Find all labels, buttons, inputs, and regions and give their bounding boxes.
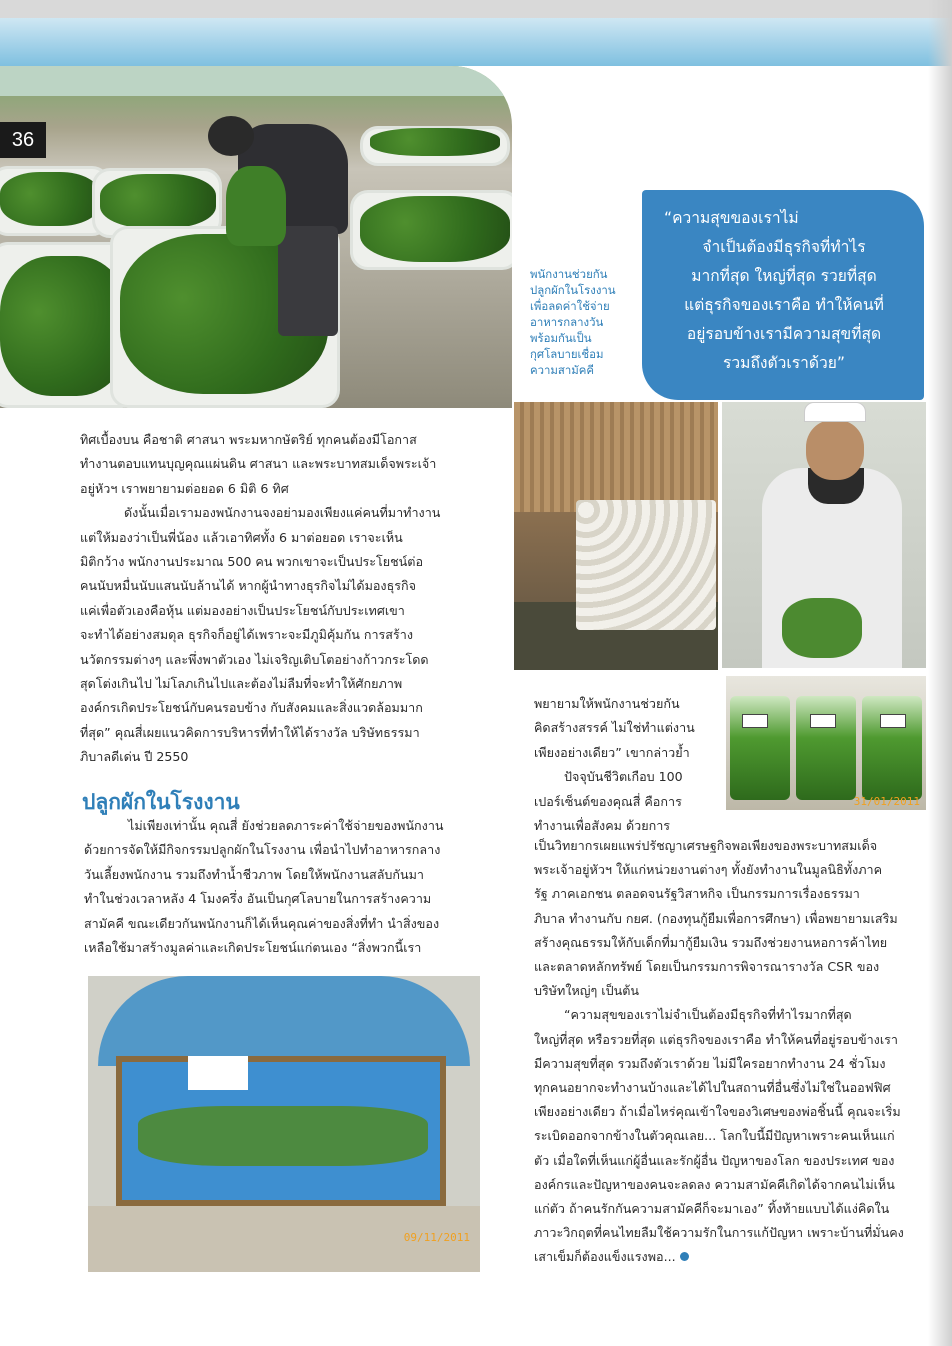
caption-line: เพื่อลดค่าใช้จ่าย bbox=[530, 299, 610, 313]
section-heading: ปลูกผักในโรงงาน bbox=[82, 790, 240, 814]
body-line: ตัว เมื่อใดที่เห็นแก่ผู้อื่นและรักผู้อื่น ปัญหาของโลก ของประเทศ ของ bbox=[534, 1152, 895, 1168]
body-column-left bbox=[80, 428, 476, 770]
body-line: นวัตกรรมต่างๆ และพึ่งพาตัวเอง ไม่เจริญเติบโตอย่างก้าวกระโดด bbox=[80, 651, 429, 667]
photo-mushroom-storage bbox=[514, 402, 718, 670]
photo-greens bbox=[0, 256, 128, 396]
body-line: ทุกคนอยากจะทำงานบ้างและได้ไปในสถานที่อื่นซึ่งไม่ใช่ในออฟฟิศ bbox=[534, 1080, 891, 1096]
pull-quote-line: แต่ธุรกิจของเราคือ ทำให้คนที่ bbox=[684, 296, 884, 314]
photo-vegetable-tubs bbox=[0, 66, 512, 408]
pull-quote-line: “ความสุขของเราไม่ bbox=[664, 209, 799, 227]
body-line: คิดสร้างสรรค์ ไม่ใช่ทำแต่งาน bbox=[534, 720, 695, 736]
photo-greenhouse bbox=[88, 976, 480, 1272]
page-number: 36 bbox=[0, 122, 46, 158]
body-column-left-bottom bbox=[84, 814, 480, 960]
body-line: ดังนั้นเมื่อเรามองพนักงานจงอย่ามองเพียงแค่คนที่มาทำงาน bbox=[124, 505, 441, 521]
end-mark-icon bbox=[680, 1252, 689, 1261]
body-line: ทำในช่วงเวลาหลัง 4 โมงครึ่ง อันเป็นกุศโลบายในการสร้างความ bbox=[84, 891, 432, 907]
body-line: คนนับหมื่นนับแสนนับล้านได้ หากผู้นำทางธุรกิจไม่ได้มองธุรกิจ bbox=[80, 578, 417, 594]
body-line: แต่ให้มองว่าเป็นพี่น้อง แล้วเอาทิศทั้ง 6 มาต่อยอด เราจะเห็น bbox=[80, 529, 403, 545]
body-line: ปัจจุบันชีวิตเกือบ 100 bbox=[564, 769, 683, 785]
body-line: ด้วยการจัดให้มีกิจกรรมปลูกผักในโรงงาน เพื่อนำไปทำอาหารกลาง bbox=[84, 842, 441, 858]
caption-line: ปลูกผักในโรงงาน bbox=[530, 283, 616, 297]
body-line: ภาวะวิกฤตที่คนไทยลืมใช้ความรักในการแก้ปัญหา เพราะบ้านที่มั่นคง bbox=[534, 1225, 904, 1241]
caption-line: ความสามัคคี bbox=[530, 363, 595, 377]
photo-greens bbox=[360, 196, 510, 262]
body-line: องค์กรและปัญหาของคนจะลดลง ความสามัคคีเกิดได้จากคนไม่เห็น bbox=[534, 1176, 895, 1192]
body-line: สุดโต่งเกินไป ไม่โลภเกินไปและต้องไม่ลืมที่จะทำให้ศักยภาพ bbox=[80, 676, 403, 692]
photo-caption bbox=[530, 266, 642, 378]
scan-edge bbox=[0, 0, 952, 18]
pull-quote-line: มากที่สุด ใหญ่ที่สุด รวยที่สุด bbox=[691, 267, 877, 285]
body-line: บริษัทใหญ่ๆ เป็นต้น bbox=[534, 983, 640, 999]
pull-quote-line: รวมถึงตัวเราด้วย” bbox=[723, 354, 845, 372]
photo-bagged-vegetables bbox=[726, 676, 926, 810]
body-line-last bbox=[534, 1245, 928, 1269]
body-line: จะทำได้อย่างสมดุล ธุรกิจก็อยู่ได้เพราะจะมีภูมิคุ้มกัน การสร้าง bbox=[80, 627, 413, 643]
photo-greens bbox=[100, 174, 216, 228]
body-line: พยายามให้พนักงานช่วยกัน bbox=[534, 696, 680, 711]
body-line: แค่เพื่อตัวเองคือหุ้น แต่มองอย่างเป็นประโยชน์กับประเทศเขา bbox=[80, 602, 405, 618]
body-line: มิติกว้าง พนักงานประมาณ 500 คน พวกเขาจะเป็นประโยชน์ต่อ bbox=[80, 554, 424, 570]
top-color-band bbox=[0, 18, 952, 66]
body-line: เป็นวิทยากรเผยแพร่ปรัชญาเศรษฐกิจพอเพียงของพระบาทสมเด็จ bbox=[534, 838, 878, 853]
caption-line: กุศโลบายเชื่อม bbox=[530, 347, 604, 361]
body-line: ทำงานตอบแทนบุญคุณแผ่นดิน ศาสนา และพระบาทสมเด็จพระเจ้า bbox=[80, 456, 437, 472]
body-line: ภิบาลดีเด่น ปี 2550 bbox=[80, 749, 189, 765]
caption-line: พนักงานช่วยกัน bbox=[530, 267, 608, 281]
pull-quote-line: อยู่รอบข้างเรามีความสุขที่สุด bbox=[686, 325, 882, 343]
pull-quote-box bbox=[642, 190, 924, 400]
pull-quote-line: จำเป็นต้องมีธุรกิจที่ทำไร bbox=[702, 238, 866, 256]
page-gutter-shadow bbox=[928, 0, 952, 1346]
body-line: มีความสุขที่สุด รวมถึงตัวเราด้วย ไม่มีใครอยากทำงาน 24 ชั่วโมง bbox=[534, 1055, 886, 1071]
body-line: เปอร์เซ็นต์ของคุณสี่ คือการ bbox=[534, 793, 682, 809]
body-line: ระเบิดออกจากข้างในตัวคุณเลย... โลกใบนี้มีปัญหาเพราะคนเห็นแก่ bbox=[534, 1128, 895, 1144]
photo-greens bbox=[370, 128, 500, 156]
body-line: พระเจ้าอยู่หัวฯ ให้แก่หน่วยงานต่างๆ ทั้งยังทำงานในมูลนิธิทั้งภาค bbox=[534, 862, 883, 878]
body-line: เหลือใช้มาสร้างมูลค่าและเกิดประโยชน์แก่ตนเอง “สิ่งพวกนี้เรา bbox=[84, 940, 422, 956]
photo-greens bbox=[0, 172, 100, 226]
date-stamp: 09/11/2011 bbox=[403, 1231, 470, 1244]
date-stamp: 31/01/2011 bbox=[853, 795, 920, 808]
body-column-middle bbox=[534, 692, 720, 838]
body-line: “ความสุขของเราไม่จำเป็นต้องมีธุรกิจที่ทำไรมากที่สุด bbox=[564, 1007, 852, 1023]
body-line: แก่ตัว ถ้าคนรักกันความสามัคคีก็จะมาเอง” ทิ้งท้ายแบบได้แง่คิดใน bbox=[534, 1201, 890, 1217]
body-line: ใหญ่ที่สุด หรือรวยที่สุด แต่ธุรกิจของเราคือ ทำให้คนที่อยู่รอบข้างเรา bbox=[534, 1031, 898, 1047]
body-line: อยู่หัวฯ เราพยายามต่อยอด 6 มิติ 6 ทิศ bbox=[80, 480, 289, 496]
body-line: เพียงอย่างเดียว ถ้าเมื่อไหร่คุณเข้าใจของวิเศษของพ่อชิ้นนี้ คุณจะเริ่ม bbox=[534, 1104, 901, 1120]
body-line: เพียงอย่างเดียว” เขากล่าวย้ำ bbox=[534, 744, 690, 760]
body-column-right bbox=[534, 834, 928, 1270]
photo-cook-worker bbox=[722, 402, 926, 668]
body-line: สามัคคี ขณะเดียวกันพนักงานก็ได้เห็นคุณค่าของสิ่งที่ทำ นำสิ่งของ bbox=[84, 915, 440, 931]
photo-worker bbox=[208, 96, 358, 336]
body-line: รัฐ ภาคเอกชน ตลอดจนรัฐวิสาหกิจ เป็นกรรมการเรื่องธรรมา bbox=[534, 886, 860, 902]
body-line: สร้างคุณธรรมให้กับเด็กที่มากู้ยืมเงิน รวมถึงช่วยงานหอการค้าไทย bbox=[534, 934, 888, 950]
body-line: ทิศเบื้องบน คือชาติ ศาสนา พระมหากษัตริย์ ทุกคนต้องมีโอกาส bbox=[80, 432, 417, 447]
body-line: องค์กรเกิดประโยชน์กับคนรอบข้าง กับสังคมและสิ่งแวดล้อมมาก bbox=[80, 700, 423, 716]
body-line: ภิบาล ทำงานกับ กยศ. (กองทุนกู้ยืมเพื่อการศึกษา) เพื่อพยายามเสริม bbox=[534, 910, 898, 926]
caption-line: อาหารกลางวัน bbox=[530, 315, 604, 329]
body-line: และตลาดหลักทรัพย์ โดยเป็นกรรมการพิจารณารางวัล CSR ของ bbox=[534, 959, 880, 975]
caption-line: พร้อมกันเป็น bbox=[530, 331, 592, 345]
body-line: ที่สุด” คุณสี่เผยแนวคิดการบริหารที่ทำให้ได้รางวัล บริษัทธรรมา bbox=[80, 724, 420, 740]
body-line-text: เสาเข็มก็ต้องแข็งแรงพอ... bbox=[534, 1249, 676, 1265]
body-line: ทำงานเพื่อสังคม ด้วยการ bbox=[534, 818, 671, 834]
body-line: วันเลี้ยงพนักงาน รวมถึงทำน้ำชีวภาพ โดยให้พนักงานสลับกันมา bbox=[84, 866, 425, 882]
photo-sky bbox=[0, 66, 512, 96]
body-line: ไม่เพียงเท่านั้น คุณสี่ ยังช่วยลดภาระค่าใช้จ่ายของพนักงาน bbox=[128, 818, 444, 833]
